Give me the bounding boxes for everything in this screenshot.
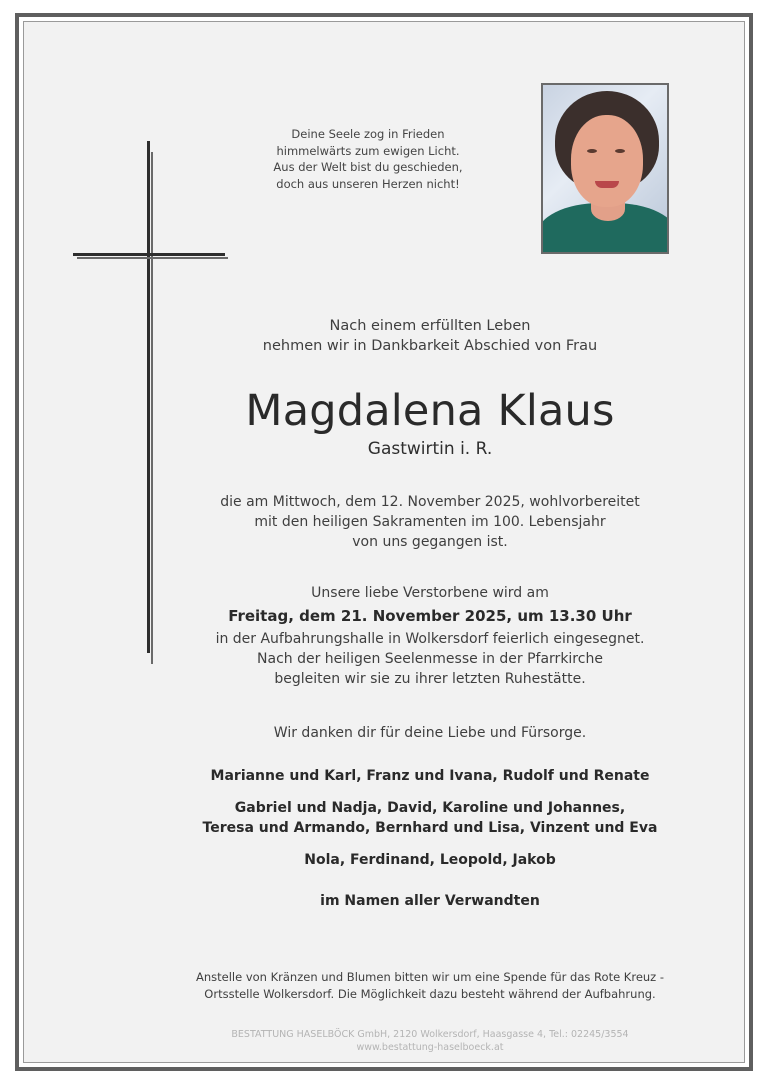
- poem: [248, 126, 488, 192]
- poem-line: Deine Seele zog in Frieden: [291, 127, 445, 141]
- portrait-photo: [541, 83, 669, 254]
- photo-eye: [587, 149, 597, 153]
- intro-text: [180, 316, 680, 356]
- ceremony-intro: Unsere liebe Verstorbene wird am: [311, 585, 549, 601]
- family-list: [180, 766, 680, 882]
- family-group-children: [180, 766, 680, 786]
- ceremony-date: Freitag, dem 21. November 2025, um 13.30 Uhr: [228, 607, 632, 625]
- ceremony-line: Nach der heiligen Seelenmesse in der Pfarrkirche: [257, 651, 603, 667]
- footer: [180, 1028, 680, 1054]
- family-line: Gabriel und Nadja, David, Karoline und Johannes,: [234, 800, 626, 816]
- death-notice-line: die am Mittwoch, dem 12. November 2025, wohlvorbereitet: [220, 494, 640, 510]
- intro-line: nehmen wir in Dankbarkeit Abschied von Frau: [262, 338, 598, 354]
- intro-line: Nach einem erfüllten Leben: [329, 318, 531, 334]
- cross-horizontal-bar: [73, 253, 225, 256]
- footer-website[interactable]: www.bestattung-haselboeck.at: [356, 1042, 504, 1053]
- cross-horizontal-shadow: [77, 257, 228, 259]
- ceremony-line: begleiten wir sie zu ihrer letzten Ruhestätte.: [274, 671, 586, 687]
- family-line: Nola, Ferdinand, Leopold, Jakob: [304, 852, 556, 868]
- relatives-text: im Namen aller Verwandten: [320, 893, 540, 909]
- poem-line: himmelwärts zum ewigen Licht.: [276, 143, 460, 158]
- family-line: Teresa und Armando, Bernhard und Lisa, Vinzent und Eva: [202, 820, 658, 836]
- photo-mouth: [595, 181, 619, 188]
- poem-line: Aus der Welt bist du geschieden,: [273, 160, 463, 174]
- family-line: Marianne und Karl, Franz und Ivana, Rudolf und Renate: [210, 768, 650, 784]
- donation-line: Ortsstelle Wolkersdorf. Die Möglichkeit dazu besteht während der Aufbahrung.: [204, 987, 656, 1001]
- ceremony-details: [180, 629, 680, 689]
- family-group-grandchildren: [180, 798, 680, 838]
- death-notice: [180, 492, 680, 552]
- death-notice-line: mit den heiligen Sakramenten im 100. Lebensjahr: [254, 514, 606, 530]
- cross-vertical-bar: [147, 141, 150, 653]
- poem-line: doch aus unseren Herzen nicht!: [276, 176, 460, 191]
- footer-company: BESTATTUNG HASELBÖCK GmbH, 2120 Wolkersdorf, Haasgasse 4, Tel.: 02245/3554: [231, 1029, 629, 1040]
- donation-line: Anstelle von Kränzen und Blumen bitten wir um eine Spende für das Rote Kreuz -: [195, 970, 665, 984]
- cross-vertical-shadow: [151, 152, 153, 664]
- ceremony-line: in der Aufbahrungshalle in Wolkersdorf feierlich eingesegnet.: [215, 631, 645, 647]
- deceased-name: Magdalena Klaus: [245, 386, 615, 436]
- family-group-greatgrandchildren: [180, 850, 680, 870]
- donation-note: [170, 969, 690, 1003]
- death-notice-line: von uns gegangen ist.: [352, 534, 508, 550]
- deceased-title: Gastwirtin i. R.: [367, 439, 493, 459]
- photo-eye: [615, 149, 625, 153]
- thanks-text: Wir danken dir für deine Liebe und Fürsorge.: [273, 725, 587, 741]
- photo-face: [571, 115, 643, 207]
